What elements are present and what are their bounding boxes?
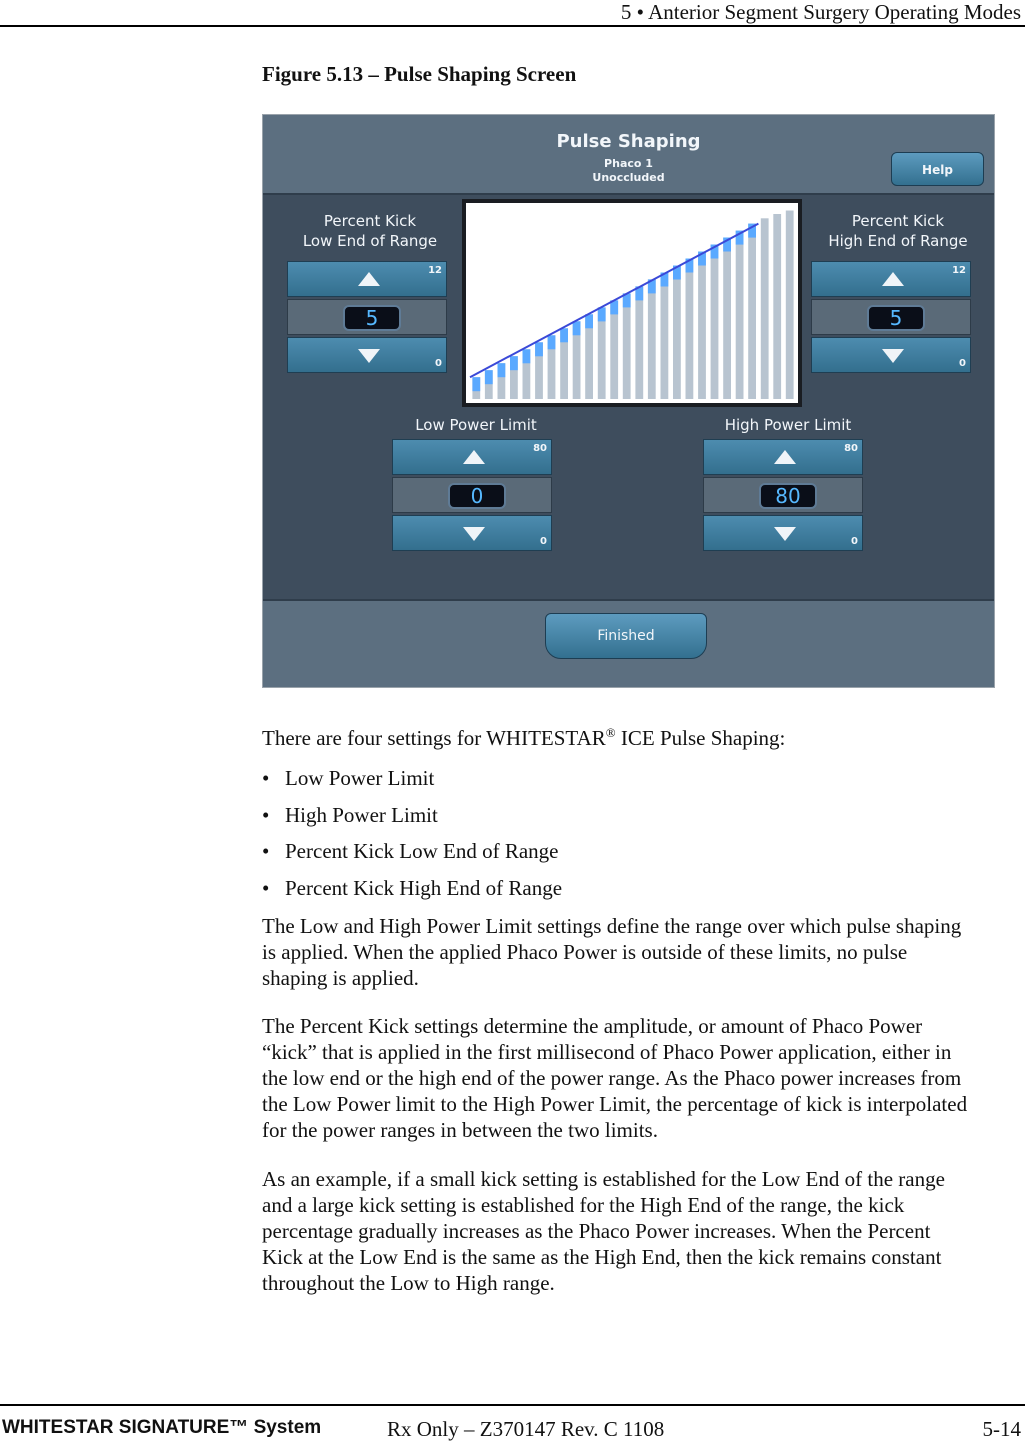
kick-high-stepper [811, 261, 971, 375]
intro-paragraph [262, 720, 1024, 751]
chart-kick-mark [548, 335, 556, 349]
chart-kick-mark [485, 370, 493, 384]
power-high-min: 0 [851, 536, 858, 547]
chart-bar [661, 273, 669, 400]
chart-bar [773, 214, 781, 399]
chart-bar [648, 279, 656, 399]
arrow-up-icon [774, 450, 796, 464]
power-high-decrease-button[interactable] [703, 515, 863, 551]
list-item [262, 766, 434, 791]
power-high-increase-button[interactable] [703, 439, 863, 475]
list-item-text: Low Power Limit [285, 766, 435, 790]
chart-kick-mark [573, 321, 581, 335]
running-header [0, 0, 1025, 26]
chart-kick-mark [510, 356, 518, 370]
chart-kick-mark [560, 328, 568, 342]
kick-high-value: 5 [867, 305, 925, 331]
list-item [262, 803, 438, 828]
screen-subtitle-mode: Phaco 1 [604, 157, 653, 170]
chart-bar [698, 252, 706, 400]
power-high-value-row [703, 477, 863, 513]
kick-high-max: 12 [952, 265, 966, 276]
intro-text-start: There are four settings for WHITESTAR [262, 726, 606, 750]
kick-low-value: 5 [343, 305, 401, 331]
chart-bar [686, 259, 694, 400]
kick-low-stepper [287, 261, 447, 375]
power-low-increase-button[interactable] [392, 439, 552, 475]
power-high-max: 80 [844, 443, 858, 454]
bullet-icon: • [262, 876, 270, 900]
bullet-icon: • [262, 839, 270, 863]
text-line: The Percent Kick settings determine the amplitude, or amount of Phaco Power [262, 1014, 923, 1038]
kick-high-decrease-button[interactable] [811, 337, 971, 373]
paragraph-percent-kick [262, 1013, 1024, 1143]
footer-document-id: Rx Only – Z370147 Rev. C 1108 [387, 1417, 665, 1441]
arrow-up-icon [463, 450, 485, 464]
text-line: the Low Power limit to the High Power Limit, the percentage of kick is interpolated [262, 1092, 968, 1116]
chart-bar [748, 224, 756, 399]
help-button[interactable]: Help [891, 152, 984, 186]
text-line: As an example, if a small kick setting is established for the Low End of the range [262, 1167, 945, 1191]
power-high-stepper [703, 439, 863, 553]
kick-high-label [808, 211, 988, 251]
arrow-down-icon [463, 527, 485, 541]
chart-kick-mark [498, 363, 506, 377]
kick-low-value-row [287, 299, 447, 335]
kick-low-label-line1: Percent Kick [323, 212, 417, 230]
list-item-text: High Power Limit [285, 803, 438, 827]
chart-bar [711, 245, 719, 400]
kick-high-label-line2: High End of Range [828, 232, 968, 250]
pulse-shaping-screen [262, 114, 995, 688]
power-low-max: 80 [533, 443, 547, 454]
chart-bar [736, 231, 744, 399]
paragraph-power-limits [262, 913, 1024, 991]
chart-bar [623, 293, 631, 399]
kick-high-value-row [811, 299, 971, 335]
power-low-label: Low Power Limit [415, 416, 537, 434]
registered-mark: ® [605, 725, 616, 740]
chart-bar [723, 238, 731, 400]
list-item [262, 876, 562, 901]
text-line: The Low and High Power Limit settings define the range over which pulse shaping [262, 914, 962, 938]
figure-caption: Figure 5.13 – Pulse Shaping Screen [262, 62, 577, 86]
chart-kick-mark [585, 314, 593, 328]
chart-bar [761, 218, 769, 399]
bullet-icon: • [262, 803, 270, 827]
paragraph-example [262, 1166, 1024, 1296]
header-rule [0, 25, 1025, 27]
screen-title: Pulse Shaping [556, 131, 701, 152]
running-footer [0, 1404, 1025, 1442]
list-item [262, 839, 559, 864]
arrow-up-icon [358, 272, 380, 286]
kick-high-min: 0 [959, 358, 966, 369]
text-line: “kick” that is applied in the first millisecond of Phaco Power application, either in [262, 1040, 952, 1064]
kick-low-label [285, 211, 455, 251]
text-line: percentage gradually increases as the Phaco Power increases. When the Percent [262, 1219, 931, 1243]
pulse-chart [462, 199, 802, 407]
arrow-down-icon [882, 349, 904, 363]
intro-text-end: ICE Pulse Shaping: [615, 726, 786, 750]
chart-kick-mark [472, 377, 480, 391]
kick-low-max: 12 [428, 265, 442, 276]
text-line: throughout the Low to High range. [262, 1271, 555, 1295]
finished-button[interactable]: Finished [545, 613, 707, 659]
text-line: shaping is applied. [262, 966, 419, 990]
arrow-up-icon [882, 272, 904, 286]
power-low-value-row [392, 477, 552, 513]
power-low-decrease-button[interactable] [392, 515, 552, 551]
text-line: Kick at the Low End is the same as the High End, then the kick remains constant [262, 1245, 942, 1269]
chart-kick-mark [523, 349, 531, 363]
power-high-value: 80 [759, 483, 817, 509]
chart-bar [786, 211, 794, 400]
kick-low-label-line2: Low End of Range [302, 232, 438, 250]
power-low-min: 0 [540, 536, 547, 547]
chart-bar [673, 266, 681, 400]
footer-product: WHITESTAR SIGNATURE™ System [2, 1417, 322, 1438]
bullet-icon: • [262, 766, 270, 790]
page-number: 5-14 [982, 1417, 1021, 1441]
kick-low-increase-button[interactable] [287, 261, 447, 297]
list-item-text: Percent Kick High End of Range [285, 876, 563, 900]
power-high-label: High Power Limit [724, 416, 852, 434]
screen-subtitle-state: Unoccluded [592, 171, 665, 184]
kick-high-label-line1: Percent Kick [851, 212, 945, 230]
footer-rule [0, 1404, 1025, 1406]
power-low-stepper [392, 439, 552, 553]
arrow-down-icon [358, 349, 380, 363]
chart-bar [610, 300, 618, 399]
kick-low-decrease-button[interactable] [287, 337, 447, 373]
arrow-down-icon [774, 527, 796, 541]
list-item-text: Percent Kick Low End of Range [285, 839, 559, 863]
text-line: is applied. When the applied Phaco Power is outside of these limits, no pulse [262, 940, 908, 964]
text-line: the low end or the high end of the power range. As the Phaco power increases from [262, 1066, 962, 1090]
header-text: 5 • Anterior Segment Surgery Operating Modes [620, 0, 1021, 24]
kick-high-increase-button[interactable] [811, 261, 971, 297]
power-low-value: 0 [448, 483, 506, 509]
text-line: and a large kick setting is established for the High End of the range, the kick [262, 1193, 905, 1217]
chart-bar [635, 286, 643, 399]
text-line: for the power ranges in between the two limits. [262, 1118, 658, 1142]
chart-kick-mark [535, 342, 543, 356]
kick-low-min: 0 [435, 358, 442, 369]
